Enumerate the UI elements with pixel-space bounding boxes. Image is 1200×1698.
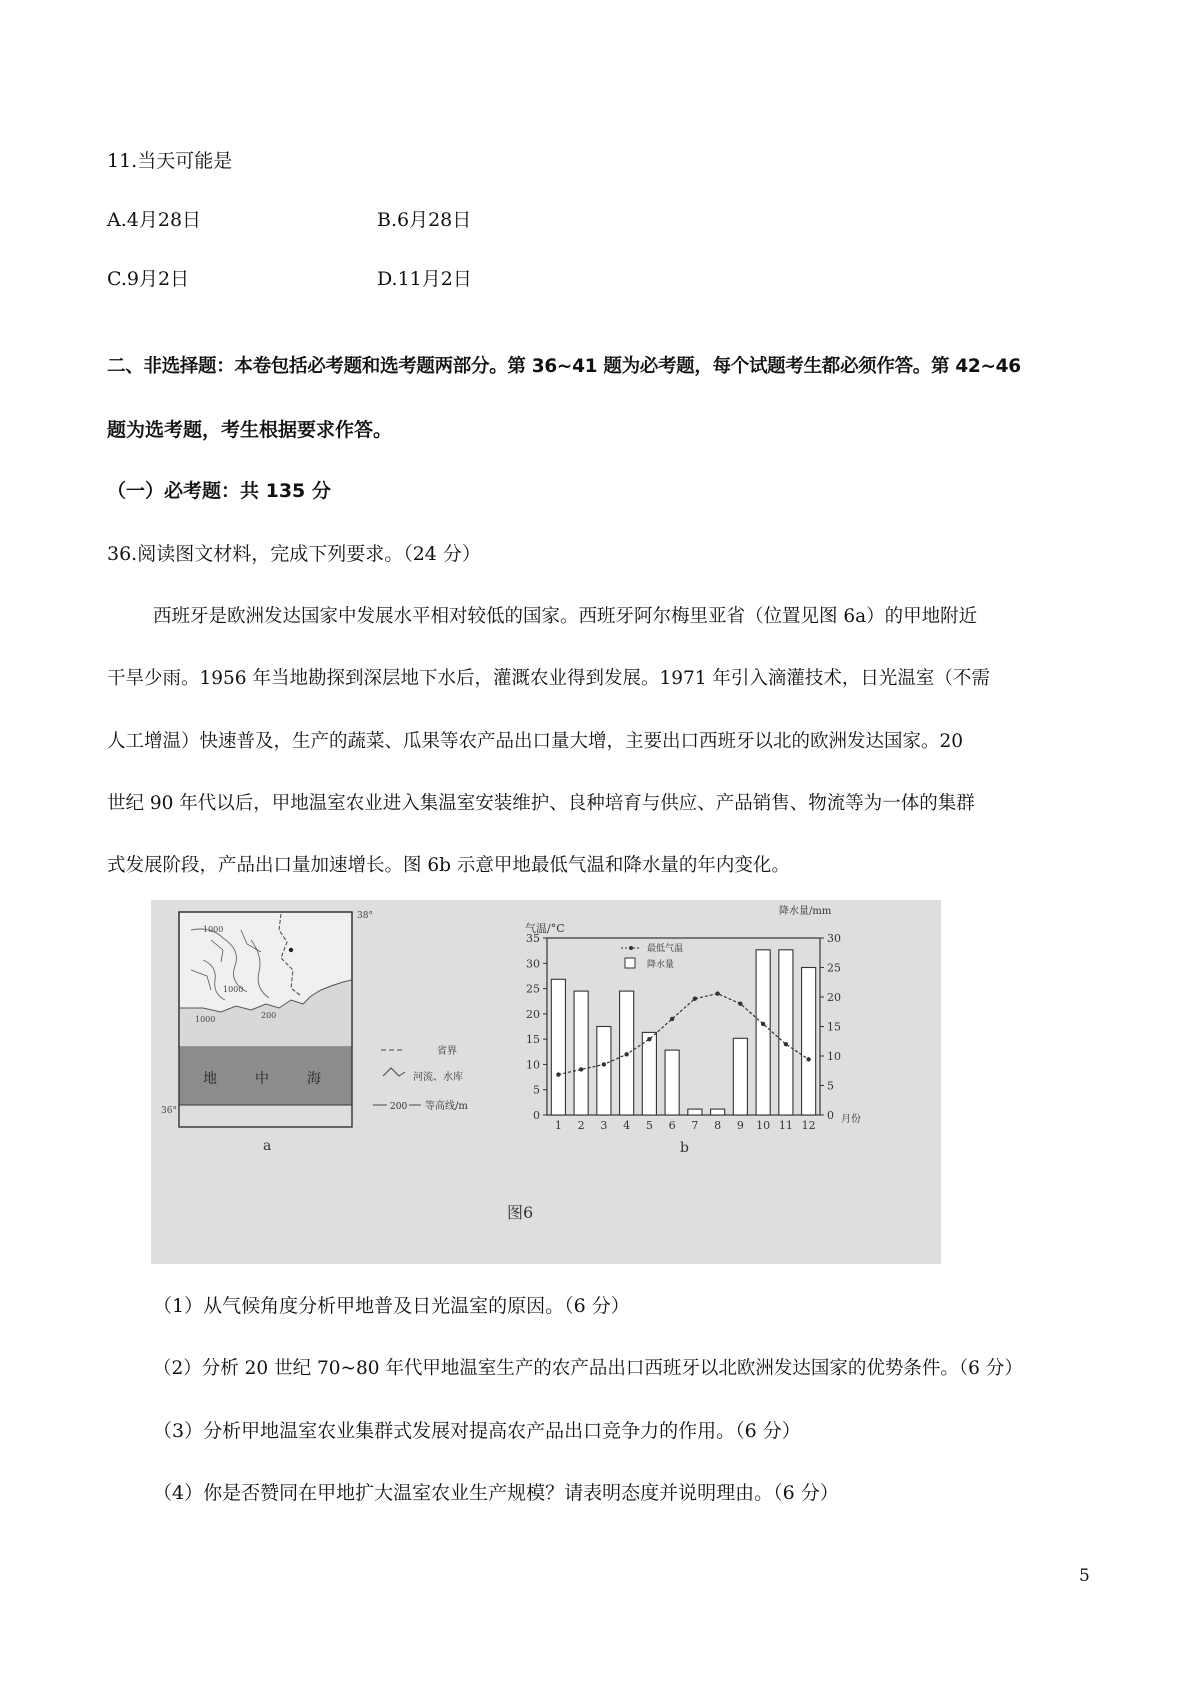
map-contour-label-1: 1000	[203, 925, 224, 934]
chart-x-tick-label: 10	[756, 1119, 771, 1132]
chart-y-left-tick-label: 20	[526, 1007, 540, 1021]
chart-bar	[779, 950, 793, 1115]
map-sea-char-3: 海	[307, 1071, 321, 1087]
chart-x-tick-label: 11	[778, 1119, 793, 1132]
chart-point	[715, 991, 719, 995]
map-contour-label-2: 1000	[223, 985, 244, 994]
map-sea-char-2: 中	[255, 1071, 269, 1087]
required-heading: （一）必考题：共 135 分	[107, 480, 331, 502]
chart-y-right-tick-label: 15	[827, 1020, 841, 1034]
chart-x-tick-label: 5	[645, 1119, 653, 1132]
chart-bar	[642, 1032, 656, 1115]
section2-heading-line2: 题为选考题，考生根据要求作答。	[107, 419, 393, 441]
chart-point	[693, 996, 697, 1000]
legend-province-label: 省界	[437, 1046, 457, 1057]
chart-y-right-tick-label: 10	[827, 1050, 841, 1063]
chart-point	[556, 1072, 560, 1076]
chart-legend-bar-symbol	[625, 958, 635, 968]
map-label: a	[263, 1138, 272, 1154]
chart-x-tick-label: 3	[600, 1119, 608, 1132]
chart-series-line	[558, 994, 808, 1075]
q11-option-a: A.4月28日	[107, 209, 202, 231]
figure-caption: 图6	[507, 1203, 534, 1222]
chart-point	[624, 1052, 628, 1056]
chart-y-left-tick-label: 10	[526, 1058, 540, 1072]
map-contour-label-3: 1000	[195, 1015, 216, 1024]
map-lat-top: 38°	[357, 911, 373, 921]
chart-x-tick-label: 12	[801, 1119, 816, 1132]
q36-sub2: （2）分析 20 世纪 70~80 年代甲地温室生产的农产品出口西班牙以北欧洲发达国家的优势条件。（6 分）	[153, 1358, 1023, 1379]
chart-y-right-tick-label: 25	[827, 961, 841, 975]
map-legend	[373, 1044, 468, 1112]
map-6a	[161, 911, 373, 1154]
chart-legend-line-label: 最低气温	[647, 944, 684, 954]
chart-bar	[665, 1050, 679, 1115]
q11-option-c: C.9月2日	[107, 268, 190, 290]
chart-6b	[525, 904, 861, 1156]
chart-x-tick-label: 6	[668, 1119, 676, 1132]
chart-point	[579, 1067, 583, 1071]
chart-point	[806, 1057, 810, 1061]
chart-y-right-tick-label: 30	[827, 932, 841, 945]
chart-point	[670, 1017, 674, 1021]
page-number: 5	[1079, 1566, 1090, 1586]
chart-y-right-tick-label: 20	[827, 991, 841, 1004]
chart-y-left-tick-label: 15	[526, 1033, 540, 1047]
chart-bar	[756, 950, 770, 1115]
q11-option-d: D.11月2日	[377, 268, 472, 290]
q36-sub4: （4）你是否赞同在甲地扩大温室农业生产规模？请表明态度并说明理由。（6 分）	[153, 1482, 839, 1504]
q36-sub3: （3）分析甲地温室农业集群式发展对提高农产品出口竞争力的作用。（6 分）	[153, 1420, 801, 1442]
chart-bar	[688, 1109, 702, 1115]
q36-para-line-5: 式发展阶段，产品出口量加速增长。图 6b 示意甲地最低气温和降水量的年内变化。	[107, 855, 790, 876]
chart-point	[784, 1042, 788, 1046]
q36-para-line-3: 人工增温）快速普及，生产的蔬菜、瓜果等农产品出口量大增，主要出口西班牙以北的欧洲发达国家。20	[107, 731, 964, 752]
section2-heading-line1: 二、非选择题：本卷包括必考题和选考题两部分。第 36~41 题为必考题，每个试题考生都必须作答。第 42~46	[107, 356, 1021, 377]
chart-x-tick-label: 4	[623, 1119, 631, 1132]
legend-contour-value: 200	[390, 1102, 408, 1112]
chart-y-right-tick-label: 0	[827, 1109, 834, 1122]
chart-bar	[711, 1109, 725, 1115]
q36-para-line-4: 世纪 90 年代以后，甲地温室农业进入集温室安装维护、良种培育与供应、产品销售、物流等为一体的集群	[107, 793, 975, 814]
chart-y-left-tick-label: 5	[533, 1083, 540, 1097]
chart-y-left-tick-label: 0	[533, 1109, 540, 1122]
chart-bar	[551, 979, 565, 1115]
chart-x-tick-label: 9	[736, 1119, 744, 1132]
chart-point	[761, 1022, 765, 1026]
figure-6	[151, 900, 941, 1264]
chart-bar	[597, 1027, 611, 1116]
chart-y-right-tick-label: 5	[827, 1079, 834, 1093]
legend-river-label: 河流、水库	[413, 1072, 463, 1083]
chart-x-tick-label: 1	[554, 1119, 562, 1132]
chart-y-left-tick-label: 30	[526, 957, 540, 971]
chart-x-label: 月份	[841, 1114, 861, 1125]
chart-y-left-label: 气温/°C	[525, 922, 565, 935]
q11-option-b: B.6月28日	[377, 209, 472, 231]
chart-x-tick-label: 8	[714, 1119, 722, 1132]
chart-x-tick-label: 7	[691, 1119, 699, 1132]
map-lat-bottom: 36°	[161, 1106, 177, 1116]
chart-legend-bar-label: 降水量	[647, 960, 675, 970]
chart-y-left-tick-label: 25	[526, 982, 540, 996]
legend-river-symbol	[383, 1068, 405, 1076]
chart-y-right-label: 降水量/mm	[779, 906, 832, 917]
map-contour-label-4: 200	[261, 1011, 277, 1020]
chart-bar	[574, 991, 588, 1115]
q11-stem: 11.当天可能是	[107, 150, 233, 172]
chart-point	[602, 1062, 606, 1066]
chart-x-tick-label: 2	[577, 1119, 585, 1132]
chart-y-left-tick-label: 35	[526, 932, 540, 945]
chart-bar	[802, 968, 816, 1116]
q36-para-line-1: 西班牙是欧洲发达国家中发展水平相对较低的国家。西班牙阿尔梅里亚省（位置见图 6a）的甲地附近	[153, 606, 978, 627]
map-site-marker	[289, 948, 293, 952]
chart-bar	[733, 1038, 747, 1115]
q36-sub1: （1）从气候角度分析甲地普及日光温室的原因。（6 分）	[153, 1295, 630, 1317]
chart-point	[738, 1002, 742, 1006]
map-sea-char-1: 地	[203, 1071, 217, 1087]
chart-point	[647, 1037, 651, 1041]
legend-contour-label: 等高线/m	[425, 1101, 468, 1112]
q36-stem: 36.阅读图文材料，完成下列要求。（24 分）	[107, 543, 481, 565]
q36-para-line-2: 干旱少雨。1956 年当地勘探到深层地下水后，灌溉农业得到发展。1971 年引入滴灌技术，日光温室（不需	[107, 668, 990, 689]
chart-label: b	[680, 1140, 689, 1156]
